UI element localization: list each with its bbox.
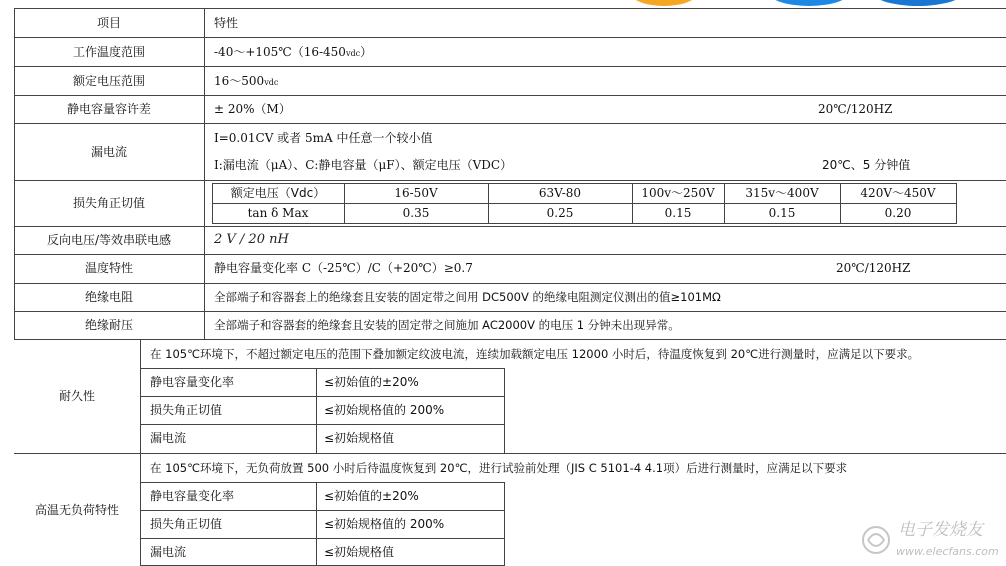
- tan-value: 0.35: [402, 206, 430, 220]
- cap-tol-label: 静电容量容许差: [66, 102, 151, 116]
- header-item: 项目: [96, 16, 121, 30]
- rated-voltage-label: 额定电压范围: [72, 74, 145, 88]
- shelf-desc: 在 105℃环境下，无负荷放置 500 小时后待温度恢复到 20℃，进行试验前处理（JIS C 5101-4 4.1项）后进行测量时，应满足以下要求: [150, 461, 848, 475]
- shelf-item-name: 静电容量变化率: [150, 489, 235, 503]
- tan-value: 0.25: [546, 206, 574, 220]
- tan-delta-label: 损失角正切值: [72, 196, 145, 210]
- insulation-res-label: 绝缘电阻: [84, 290, 133, 304]
- endurance-item-name: 静电容量变化率: [150, 375, 235, 389]
- blue-decoration-2: [870, 0, 966, 6]
- elecfans-watermark: [860, 516, 1000, 562]
- watermark-url: www.elecfans.com: [896, 545, 999, 558]
- cap-tol-value: ± 20%（M）: [214, 102, 291, 116]
- tan-value: 0.15: [768, 206, 796, 220]
- leakage-cond: 20℃、5 分钟值: [822, 158, 911, 172]
- endurance-item-name: 损失角正切值: [150, 403, 223, 417]
- endurance-item-name: 漏电流: [150, 431, 187, 445]
- endurance-label: 耐久性: [58, 389, 95, 403]
- leakage-line2: I:漏电流（μA）、C:静电容量（μF）、额定电压（VDC）: [214, 158, 513, 172]
- shelf-label: 高温无负荷特性: [34, 503, 119, 517]
- shelf-item-name: 漏电流: [150, 545, 187, 559]
- endurance-item-value: ≤初始规格值: [324, 431, 395, 445]
- endurance-item-value: ≤初始值的±20%: [324, 375, 419, 389]
- shelf-item-name: 损失角正切值: [150, 517, 223, 531]
- temp-char-label: 温度特性: [84, 261, 133, 275]
- insulation-res-value: 全部端子和容器套上的绝缘套且安装的固定带之间用 DC500V 的绝缘电阻测定仪测出的值≥101MΩ: [214, 290, 721, 304]
- shelf-item-value: ≤初始规格值: [324, 545, 395, 559]
- tan-value: 0.15: [664, 206, 692, 220]
- temp-char-cond: 20℃/120HZ: [836, 261, 911, 275]
- watermark-logo-icon: [860, 520, 896, 560]
- endurance-desc: 在 105℃环境下，不超过额定电压的范围下叠加额定纹波电流，连续加载额定电压 12000 小时后，待温度恢复到 20℃进行测量时，应满足以下要求。: [150, 347, 920, 361]
- tan-value: 0.20: [884, 206, 912, 220]
- blue-decoration: [766, 0, 852, 6]
- watermark-text: 电子发烧友: [898, 520, 983, 540]
- shelf-item-value: ≤初始规格值的 200%: [324, 517, 445, 531]
- tan-voltage: 420V～450V: [860, 186, 936, 200]
- tan-row-label: tan δ Max: [247, 206, 309, 220]
- insulation-with-value: 全部端子和容器套的绝缘套且安装的固定带之间施加 AC2000V 的电压 1 分钟未出现异常。: [214, 318, 680, 332]
- orange-decoration: [628, 0, 700, 6]
- temp-range-label: 工作温度范围: [72, 45, 145, 59]
- tan-voltage: 315v～400V: [745, 186, 819, 200]
- insulation-with-label: 绝缘耐压: [84, 318, 133, 332]
- temp-char-value: 静电容量变化率 C（-25℃）/C（+20℃）≥0.7: [214, 261, 473, 275]
- tan-voltage: 63V-80: [538, 186, 582, 200]
- tan-voltage: 100v～250V: [641, 186, 715, 200]
- endurance-item-value: ≤初始规格值的 200%: [324, 403, 445, 417]
- rated-voltage-value: 16～500vdc: [214, 74, 279, 88]
- tan-head-label: 额定电压（Vdc）: [230, 186, 326, 200]
- leakage-line1: I=0.01CV 或者 5mA 中任意一个较小值: [214, 131, 433, 145]
- tan-voltage: 16-50V: [394, 186, 438, 200]
- temp-range-value: -40～+105℃（16-450vdc）: [214, 45, 373, 59]
- cap-tol-cond: 20℃/120HZ: [818, 102, 893, 116]
- reverse-value: 2 V / 20 nH: [214, 232, 289, 247]
- rated-voltage-unit: vdc: [264, 78, 279, 87]
- reverse-label: 反向电压/等效串联电感: [46, 233, 172, 247]
- temp-range-unit: vdc: [345, 49, 361, 58]
- shelf-item-value: ≤初始值的±20%: [324, 489, 419, 503]
- leakage-label: 漏电流: [90, 145, 127, 159]
- header-spec: 特性: [214, 16, 239, 30]
